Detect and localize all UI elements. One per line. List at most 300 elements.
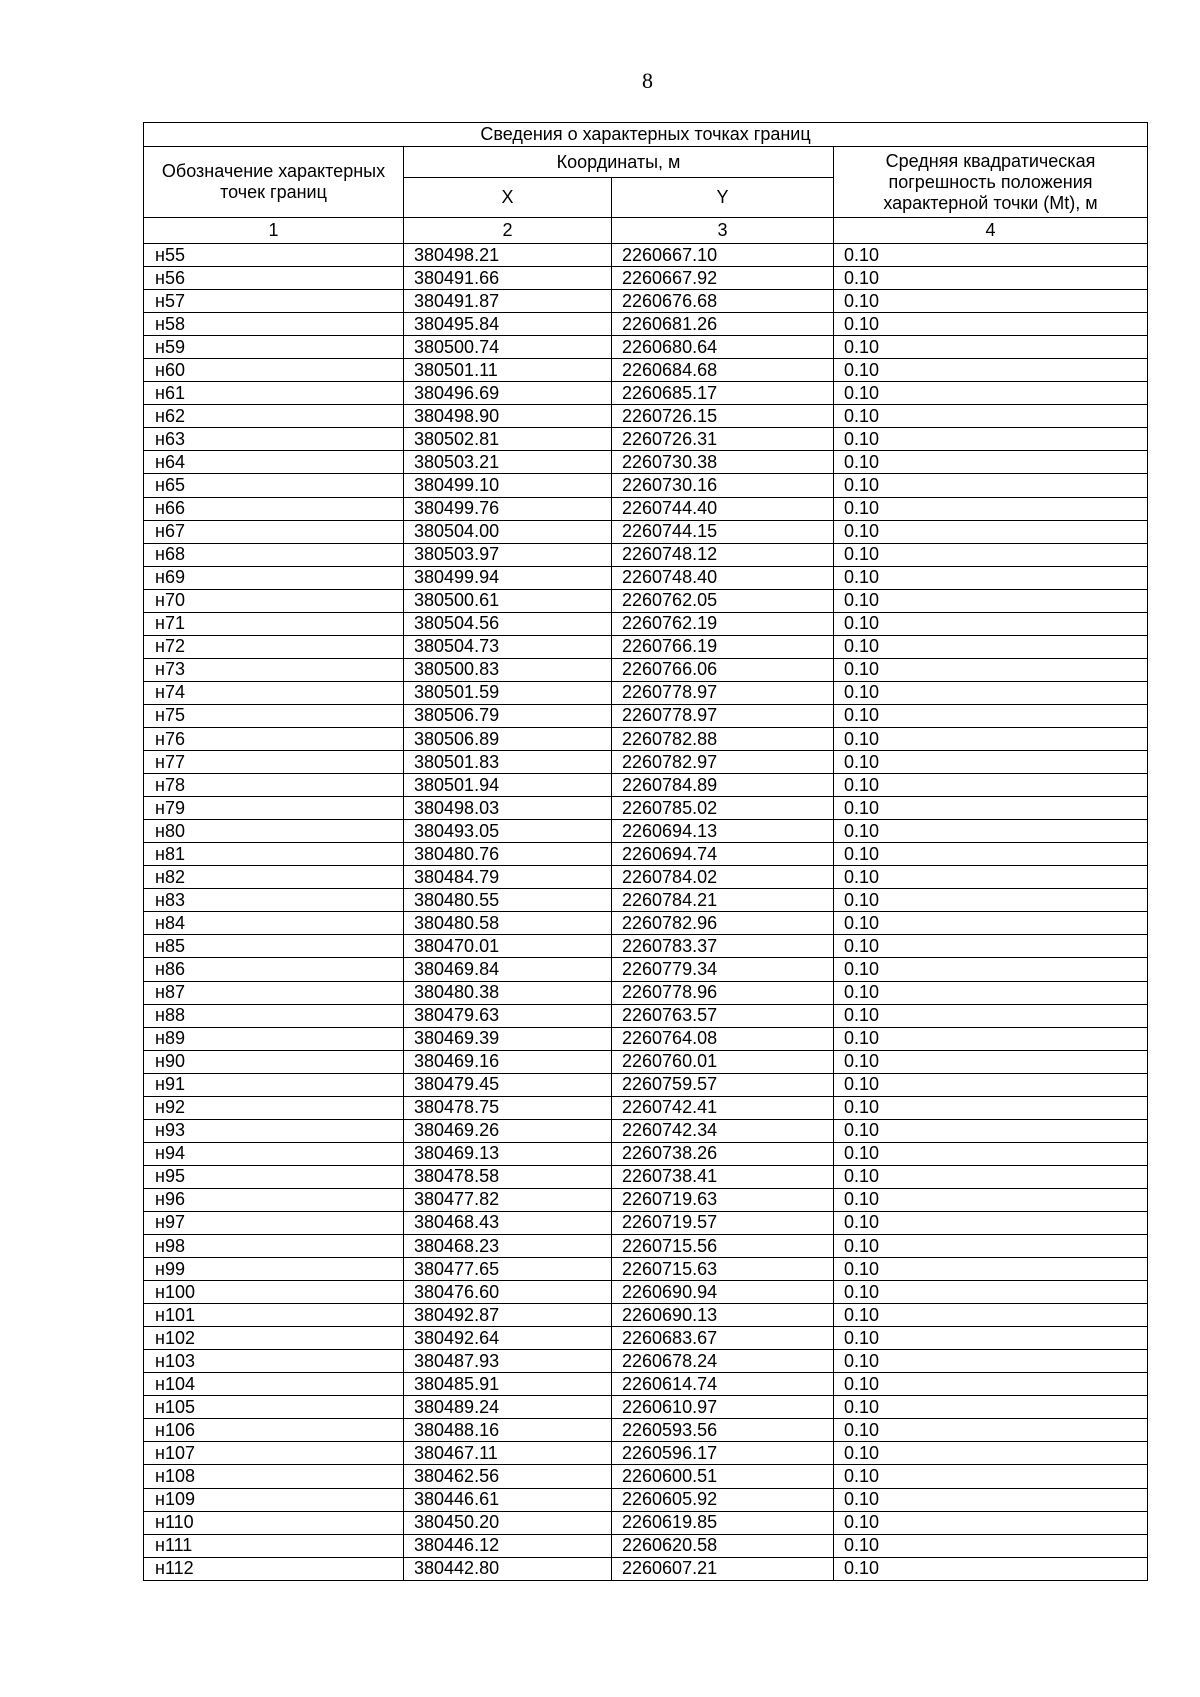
x-coordinate-cell: 380488.16 — [404, 1419, 612, 1442]
x-coordinate-cell: 380489.24 — [404, 1396, 612, 1419]
point-name-cell: н68 — [144, 543, 404, 566]
x-coordinate-cell: 380446.61 — [404, 1488, 612, 1511]
table-row — [144, 1235, 1148, 1258]
point-name-cell: н93 — [144, 1119, 404, 1142]
accuracy-cell: 0.10 — [834, 1281, 1148, 1304]
x-coordinate-cell: 380502.81 — [404, 428, 612, 451]
table-row — [144, 1258, 1148, 1281]
y-coordinate-cell: 2260744.40 — [612, 497, 834, 520]
point-name-cell: н76 — [144, 727, 404, 750]
x-coordinate-cell: 380499.10 — [404, 474, 612, 497]
accuracy-cell: 0.10 — [834, 1119, 1148, 1142]
table-row — [144, 1488, 1148, 1511]
point-name-cell: н87 — [144, 981, 404, 1004]
accuracy-cell: 0.10 — [834, 1004, 1148, 1027]
accuracy-cell: 0.10 — [834, 1165, 1148, 1188]
y-coordinate-cell: 2260726.31 — [612, 428, 834, 451]
table-row — [144, 1142, 1148, 1165]
x-coordinate-cell: 380496.69 — [404, 382, 612, 405]
table-body — [144, 244, 1148, 1581]
x-coordinate-cell: 380442.80 — [404, 1557, 612, 1580]
point-name-cell: н95 — [144, 1165, 404, 1188]
x-coordinate-cell: 380503.97 — [404, 543, 612, 566]
y-header: Y — [612, 178, 834, 218]
point-designation-header: Обозначение характерных точек границ — [144, 147, 404, 218]
table-row — [144, 1304, 1148, 1327]
accuracy-cell: 0.10 — [834, 912, 1148, 935]
point-name-cell: н62 — [144, 405, 404, 428]
accuracy-cell: 0.10 — [834, 1211, 1148, 1234]
table-row — [144, 336, 1148, 359]
y-coordinate-cell: 2260778.97 — [612, 704, 834, 727]
y-coordinate-cell: 2260715.63 — [612, 1258, 834, 1281]
point-name-cell: н64 — [144, 451, 404, 474]
point-name-cell: н111 — [144, 1534, 404, 1557]
x-coordinate-cell: 380485.91 — [404, 1373, 612, 1396]
accuracy-cell: 0.10 — [834, 1235, 1148, 1258]
accuracy-cell: 0.10 — [834, 612, 1148, 635]
y-coordinate-cell: 2260694.74 — [612, 843, 834, 866]
y-coordinate-cell: 2260742.41 — [612, 1096, 834, 1119]
accuracy-cell: 0.10 — [834, 1350, 1148, 1373]
y-coordinate-cell: 2260784.89 — [612, 774, 834, 797]
point-name-cell: н106 — [144, 1419, 404, 1442]
table-row — [144, 1188, 1148, 1211]
x-coordinate-cell: 380479.45 — [404, 1073, 612, 1096]
accuracy-cell: 0.10 — [834, 244, 1148, 267]
x-coordinate-cell: 380462.56 — [404, 1465, 612, 1488]
point-name-cell: н56 — [144, 267, 404, 290]
x-coordinate-cell: 380491.66 — [404, 267, 612, 290]
x-coordinate-cell: 380498.21 — [404, 244, 612, 267]
point-name-cell: н86 — [144, 958, 404, 981]
y-coordinate-cell: 2260667.10 — [612, 244, 834, 267]
x-coordinate-cell: 380477.65 — [404, 1258, 612, 1281]
y-coordinate-cell: 2260778.97 — [612, 681, 834, 704]
accuracy-cell: 0.10 — [834, 267, 1148, 290]
accuracy-cell: 0.10 — [834, 1373, 1148, 1396]
table-row — [144, 1004, 1148, 1027]
table-row — [144, 635, 1148, 658]
table-row — [144, 359, 1148, 382]
accuracy-cell: 0.10 — [834, 359, 1148, 382]
x-coordinate-cell: 380492.64 — [404, 1327, 612, 1350]
point-name-cell: н94 — [144, 1142, 404, 1165]
accuracy-cell: 0.10 — [834, 474, 1148, 497]
accuracy-cell: 0.10 — [834, 336, 1148, 359]
table-row — [144, 405, 1148, 428]
accuracy-cell: 0.10 — [834, 843, 1148, 866]
accuracy-cell: 0.10 — [834, 1488, 1148, 1511]
point-name-cell: н75 — [144, 704, 404, 727]
x-coordinate-cell: 380492.87 — [404, 1304, 612, 1327]
x-coordinate-cell: 380500.83 — [404, 658, 612, 681]
table-row — [144, 1419, 1148, 1442]
x-coordinate-cell: 380491.87 — [404, 290, 612, 313]
accuracy-cell: 0.10 — [834, 958, 1148, 981]
x-coordinate-cell: 380484.79 — [404, 866, 612, 889]
y-coordinate-cell: 2260676.68 — [612, 290, 834, 313]
point-name-cell: н103 — [144, 1350, 404, 1373]
table-row — [144, 1073, 1148, 1096]
y-coordinate-cell: 2260782.97 — [612, 751, 834, 774]
x-coordinate-cell: 380468.23 — [404, 1235, 612, 1258]
x-coordinate-cell: 380450.20 — [404, 1511, 612, 1534]
y-coordinate-cell: 2260730.38 — [612, 451, 834, 474]
point-name-cell: н97 — [144, 1211, 404, 1234]
table-row — [144, 1373, 1148, 1396]
x-coordinate-cell: 380469.16 — [404, 1050, 612, 1073]
y-coordinate-cell: 2260600.51 — [612, 1465, 834, 1488]
point-name-cell: н55 — [144, 244, 404, 267]
accuracy-cell: 0.10 — [834, 820, 1148, 843]
x-coordinate-cell: 380468.43 — [404, 1211, 612, 1234]
y-coordinate-cell: 2260783.37 — [612, 935, 834, 958]
y-coordinate-cell: 2260738.41 — [612, 1165, 834, 1188]
table-row — [144, 1396, 1148, 1419]
point-name-cell: н74 — [144, 681, 404, 704]
accuracy-cell: 0.10 — [834, 1258, 1148, 1281]
point-name-cell: н90 — [144, 1050, 404, 1073]
table-row — [144, 727, 1148, 750]
accuracy-cell: 0.10 — [834, 1511, 1148, 1534]
accuracy-cell: 0.10 — [834, 935, 1148, 958]
table-row — [144, 1281, 1148, 1304]
table-row — [144, 774, 1148, 797]
table-row — [144, 681, 1148, 704]
accuracy-cell: 0.10 — [834, 313, 1148, 336]
column-index: 2 — [404, 218, 612, 244]
y-coordinate-cell: 2260784.21 — [612, 889, 834, 912]
y-coordinate-cell: 2260748.40 — [612, 566, 834, 589]
accuracy-cell: 0.10 — [834, 497, 1148, 520]
x-coordinate-cell: 380506.79 — [404, 704, 612, 727]
accuracy-cell: 0.10 — [834, 451, 1148, 474]
y-coordinate-cell: 2260785.02 — [612, 797, 834, 820]
x-coordinate-cell: 380477.82 — [404, 1188, 612, 1211]
accuracy-cell: 0.10 — [834, 866, 1148, 889]
point-name-cell: н91 — [144, 1073, 404, 1096]
accuracy-header: Средняя квадратическая погрешность положения характерной точки (Mt), м — [834, 147, 1148, 218]
table-row — [144, 797, 1148, 820]
y-coordinate-cell: 2260744.15 — [612, 520, 834, 543]
x-coordinate-cell: 380478.58 — [404, 1165, 612, 1188]
accuracy-cell: 0.10 — [834, 543, 1148, 566]
table-row — [144, 935, 1148, 958]
table-row — [144, 244, 1148, 267]
accuracy-cell: 0.10 — [834, 520, 1148, 543]
table-row — [144, 520, 1148, 543]
y-coordinate-cell: 2260680.64 — [612, 336, 834, 359]
x-coordinate-cell: 380499.94 — [404, 566, 612, 589]
point-name-cell: н107 — [144, 1442, 404, 1465]
x-coordinate-cell: 380499.76 — [404, 497, 612, 520]
point-name-cell: н88 — [144, 1004, 404, 1027]
table-row — [144, 1327, 1148, 1350]
y-coordinate-cell: 2260766.19 — [612, 635, 834, 658]
boundary-points-table — [143, 122, 1148, 1581]
table-row — [144, 428, 1148, 451]
table-row — [144, 474, 1148, 497]
point-name-cell: н57 — [144, 290, 404, 313]
table-row — [144, 566, 1148, 589]
x-coordinate-cell: 380500.74 — [404, 336, 612, 359]
x-coordinate-cell: 380480.55 — [404, 889, 612, 912]
y-coordinate-cell: 2260784.02 — [612, 866, 834, 889]
x-coordinate-cell: 380478.75 — [404, 1096, 612, 1119]
x-coordinate-cell: 380498.03 — [404, 797, 612, 820]
point-name-cell: н80 — [144, 820, 404, 843]
accuracy-cell: 0.10 — [834, 290, 1148, 313]
accuracy-cell: 0.10 — [834, 797, 1148, 820]
accuracy-cell: 0.10 — [834, 1027, 1148, 1050]
x-coordinate-cell: 380470.01 — [404, 935, 612, 958]
point-name-cell: н104 — [144, 1373, 404, 1396]
x-coordinate-cell: 380504.00 — [404, 520, 612, 543]
x-coordinate-cell: 380469.26 — [404, 1119, 612, 1142]
y-coordinate-cell: 2260742.34 — [612, 1119, 834, 1142]
point-name-cell: н63 — [144, 428, 404, 451]
accuracy-cell: 0.10 — [834, 1534, 1148, 1557]
point-name-cell: н73 — [144, 658, 404, 681]
accuracy-cell: 0.10 — [834, 635, 1148, 658]
point-name-cell: н65 — [144, 474, 404, 497]
x-coordinate-cell: 380501.59 — [404, 681, 612, 704]
point-name-cell: н109 — [144, 1488, 404, 1511]
y-coordinate-cell: 2260620.58 — [612, 1534, 834, 1557]
y-coordinate-cell: 2260619.85 — [612, 1511, 834, 1534]
point-name-cell: н78 — [144, 774, 404, 797]
x-coordinate-cell: 380446.12 — [404, 1534, 612, 1557]
accuracy-cell: 0.10 — [834, 382, 1148, 405]
x-coordinate-cell: 380480.38 — [404, 981, 612, 1004]
table-row — [144, 589, 1148, 612]
x-coordinate-cell: 380498.90 — [404, 405, 612, 428]
point-name-cell: н98 — [144, 1235, 404, 1258]
table-row — [144, 1511, 1148, 1534]
column-index: 4 — [834, 218, 1148, 244]
point-name-cell: н100 — [144, 1281, 404, 1304]
table-row — [144, 1465, 1148, 1488]
x-coordinate-cell: 380503.21 — [404, 451, 612, 474]
table-row — [144, 267, 1148, 290]
table-row — [144, 1165, 1148, 1188]
accuracy-cell: 0.10 — [834, 405, 1148, 428]
y-coordinate-cell: 2260738.26 — [612, 1142, 834, 1165]
accuracy-cell: 0.10 — [834, 889, 1148, 912]
x-coordinate-cell: 380504.73 — [404, 635, 612, 658]
y-coordinate-cell: 2260748.12 — [612, 543, 834, 566]
accuracy-cell: 0.10 — [834, 981, 1148, 1004]
table-row — [144, 497, 1148, 520]
x-coordinate-cell: 380480.58 — [404, 912, 612, 935]
x-coordinate-cell: 380493.05 — [404, 820, 612, 843]
y-coordinate-cell: 2260719.57 — [612, 1211, 834, 1234]
point-name-cell: н82 — [144, 866, 404, 889]
table-row — [144, 451, 1148, 474]
y-coordinate-cell: 2260684.68 — [612, 359, 834, 382]
table-row — [144, 1211, 1148, 1234]
y-coordinate-cell: 2260764.08 — [612, 1027, 834, 1050]
x-coordinate-cell: 380506.89 — [404, 727, 612, 750]
point-name-cell: н101 — [144, 1304, 404, 1327]
table-row — [144, 1050, 1148, 1073]
point-name-cell: н105 — [144, 1396, 404, 1419]
y-coordinate-cell: 2260605.92 — [612, 1488, 834, 1511]
y-coordinate-cell: 2260694.13 — [612, 820, 834, 843]
x-coordinate-cell: 380487.93 — [404, 1350, 612, 1373]
point-name-cell: н71 — [144, 612, 404, 635]
accuracy-cell: 0.10 — [834, 774, 1148, 797]
y-coordinate-cell: 2260667.92 — [612, 267, 834, 290]
accuracy-cell: 0.10 — [834, 1188, 1148, 1211]
table-row — [144, 820, 1148, 843]
accuracy-cell: 0.10 — [834, 658, 1148, 681]
x-coordinate-cell: 380480.76 — [404, 843, 612, 866]
table-row — [144, 382, 1148, 405]
column-index: 1 — [144, 218, 404, 244]
accuracy-cell: 0.10 — [834, 727, 1148, 750]
point-name-cell: н61 — [144, 382, 404, 405]
point-name-cell: н102 — [144, 1327, 404, 1350]
y-coordinate-cell: 2260614.74 — [612, 1373, 834, 1396]
accuracy-cell: 0.10 — [834, 751, 1148, 774]
y-coordinate-cell: 2260678.24 — [612, 1350, 834, 1373]
accuracy-cell: 0.10 — [834, 428, 1148, 451]
point-name-cell: н92 — [144, 1096, 404, 1119]
y-coordinate-cell: 2260681.26 — [612, 313, 834, 336]
point-name-cell: н59 — [144, 336, 404, 359]
table-row — [144, 1119, 1148, 1142]
table-row — [144, 1534, 1148, 1557]
table-row — [144, 1096, 1148, 1119]
accuracy-cell: 0.10 — [834, 1142, 1148, 1165]
accuracy-cell: 0.10 — [834, 1419, 1148, 1442]
x-coordinate-cell: 380495.84 — [404, 313, 612, 336]
accuracy-cell: 0.10 — [834, 1442, 1148, 1465]
table-row — [144, 543, 1148, 566]
x-coordinate-cell: 380476.60 — [404, 1281, 612, 1304]
y-coordinate-cell: 2260778.96 — [612, 981, 834, 1004]
point-name-cell: н77 — [144, 751, 404, 774]
table-row — [144, 981, 1148, 1004]
table-row — [144, 889, 1148, 912]
x-coordinate-cell: 380501.94 — [404, 774, 612, 797]
point-name-cell: н58 — [144, 313, 404, 336]
point-name-cell: н108 — [144, 1465, 404, 1488]
page-number: 8 — [642, 68, 653, 93]
x-coordinate-cell: 380501.83 — [404, 751, 612, 774]
y-coordinate-cell: 2260759.57 — [612, 1073, 834, 1096]
y-coordinate-cell: 2260685.17 — [612, 382, 834, 405]
point-name-cell: н110 — [144, 1511, 404, 1534]
x-coordinate-cell: 380469.39 — [404, 1027, 612, 1050]
point-name-cell: н69 — [144, 566, 404, 589]
y-coordinate-cell: 2260762.19 — [612, 612, 834, 635]
table-row — [144, 704, 1148, 727]
table-row — [144, 1350, 1148, 1373]
point-name-cell: н81 — [144, 843, 404, 866]
table-row — [144, 658, 1148, 681]
y-coordinate-cell: 2260760.01 — [612, 1050, 834, 1073]
y-coordinate-cell: 2260610.97 — [612, 1396, 834, 1419]
accuracy-cell: 0.10 — [834, 1096, 1148, 1119]
point-name-cell: н112 — [144, 1557, 404, 1580]
coordinates-header: Координаты, м — [404, 147, 834, 178]
x-coordinate-cell: 380504.56 — [404, 612, 612, 635]
table-row — [144, 1557, 1148, 1580]
table-row — [144, 313, 1148, 336]
y-coordinate-cell: 2260607.21 — [612, 1557, 834, 1580]
point-name-cell: н85 — [144, 935, 404, 958]
x-coordinate-cell: 380500.61 — [404, 589, 612, 612]
point-name-cell: н96 — [144, 1188, 404, 1211]
y-coordinate-cell: 2260730.16 — [612, 474, 834, 497]
y-coordinate-cell: 2260782.96 — [612, 912, 834, 935]
x-coordinate-cell: 380469.13 — [404, 1142, 612, 1165]
y-coordinate-cell: 2260683.67 — [612, 1327, 834, 1350]
y-coordinate-cell: 2260779.34 — [612, 958, 834, 981]
point-name-cell: н83 — [144, 889, 404, 912]
accuracy-cell: 0.10 — [834, 1073, 1148, 1096]
table-title: Сведения о характерных точках границ — [144, 123, 1148, 147]
table-row — [144, 912, 1148, 935]
point-name-cell: н99 — [144, 1258, 404, 1281]
table-row — [144, 1027, 1148, 1050]
table-row — [144, 612, 1148, 635]
y-coordinate-cell: 2260596.17 — [612, 1442, 834, 1465]
point-name-cell: н66 — [144, 497, 404, 520]
y-coordinate-cell: 2260690.94 — [612, 1281, 834, 1304]
y-coordinate-cell: 2260715.56 — [612, 1235, 834, 1258]
y-coordinate-cell: 2260593.56 — [612, 1419, 834, 1442]
y-coordinate-cell: 2260766.06 — [612, 658, 834, 681]
table-row — [144, 958, 1148, 981]
accuracy-cell: 0.10 — [834, 1327, 1148, 1350]
point-name-cell: н60 — [144, 359, 404, 382]
table-row — [144, 843, 1148, 866]
table-row — [144, 866, 1148, 889]
table-row — [144, 1442, 1148, 1465]
y-coordinate-cell: 2260719.63 — [612, 1188, 834, 1211]
accuracy-cell: 0.10 — [834, 1304, 1148, 1327]
x-coordinate-cell: 380501.11 — [404, 359, 612, 382]
x-coordinate-cell: 380467.11 — [404, 1442, 612, 1465]
y-coordinate-cell: 2260782.88 — [612, 727, 834, 750]
point-name-cell: н79 — [144, 797, 404, 820]
column-index: 3 — [612, 218, 834, 244]
y-coordinate-cell: 2260763.57 — [612, 1004, 834, 1027]
accuracy-cell: 0.10 — [834, 1050, 1148, 1073]
y-coordinate-cell: 2260690.13 — [612, 1304, 834, 1327]
point-name-cell: н84 — [144, 912, 404, 935]
point-name-cell: н67 — [144, 520, 404, 543]
point-name-cell: н72 — [144, 635, 404, 658]
x-coordinate-cell: 380479.63 — [404, 1004, 612, 1027]
accuracy-cell: 0.10 — [834, 704, 1148, 727]
y-coordinate-cell: 2260726.15 — [612, 405, 834, 428]
x-coordinate-cell: 380469.84 — [404, 958, 612, 981]
accuracy-cell: 0.10 — [834, 1465, 1148, 1488]
point-name-cell: н70 — [144, 589, 404, 612]
y-coordinate-cell: 2260762.05 — [612, 589, 834, 612]
accuracy-cell: 0.10 — [834, 1396, 1148, 1419]
x-header: X — [404, 178, 612, 218]
accuracy-cell: 0.10 — [834, 681, 1148, 704]
accuracy-cell: 0.10 — [834, 589, 1148, 612]
accuracy-cell: 0.10 — [834, 1557, 1148, 1580]
table-row — [144, 290, 1148, 313]
